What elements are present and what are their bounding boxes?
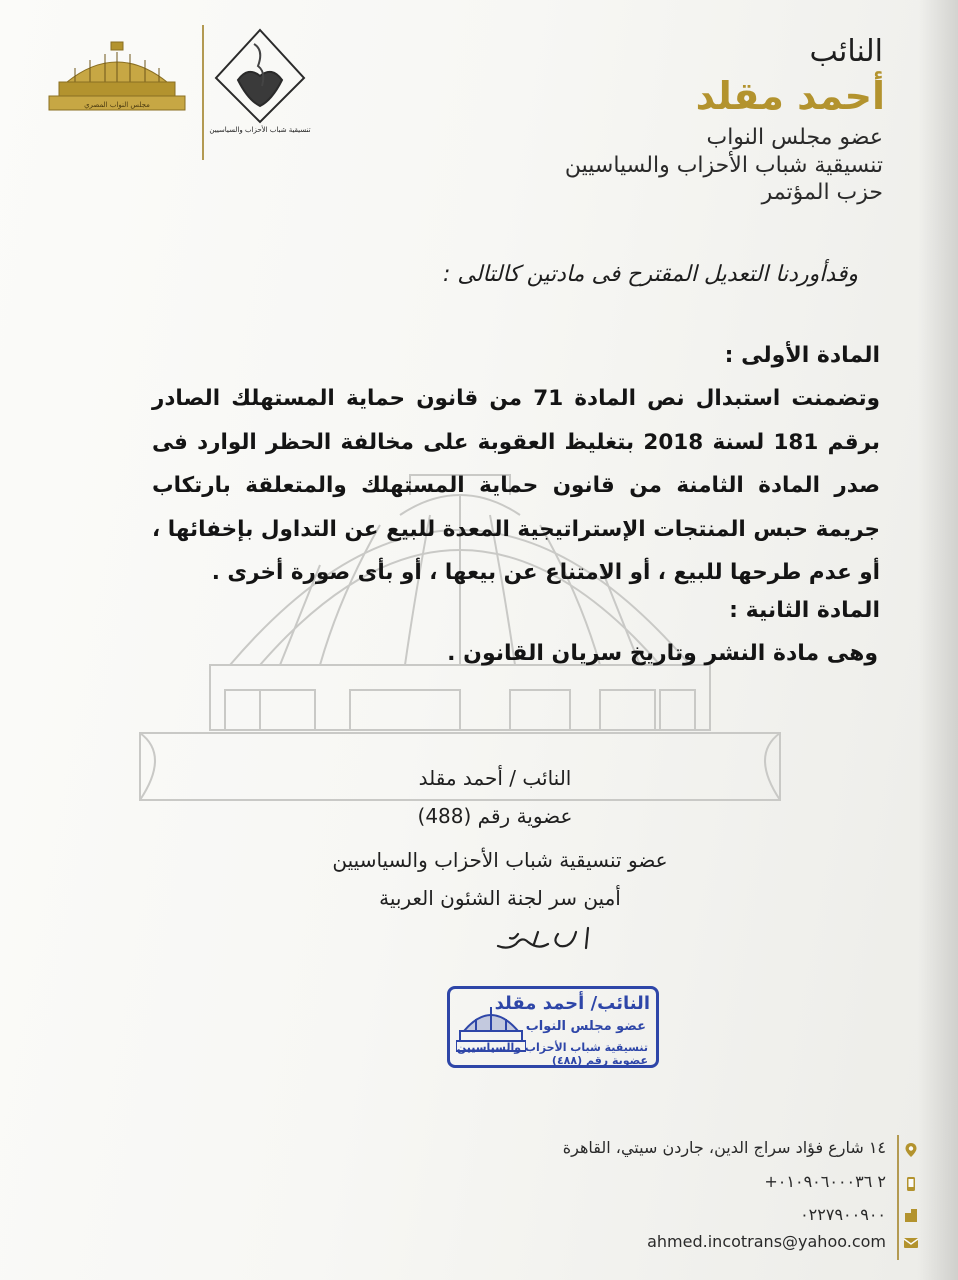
email-envelope-icon <box>903 1235 919 1251</box>
mp-name: أحمد مقلد <box>695 74 885 118</box>
logo-right-caption: تنسيقية شباب الأحزاب والسياسيين <box>209 126 311 134</box>
header-title: النائب <box>809 34 883 69</box>
signature-line-2: عضوية رقم (488) <box>417 804 573 828</box>
header-divider <box>202 25 204 160</box>
location-pin-icon <box>903 1142 919 1158</box>
article2-heading: المادة الثانية : <box>729 598 880 623</box>
footer-email[interactable]: ahmed.incotrans@yahoo.com <box>647 1232 886 1251</box>
footer-phone: ٠٢٢٧٩٠٠٩٠٠ <box>800 1205 886 1224</box>
article1-text: وتضمنت استبدال نص المادة 71 من قانون حماية المستهلك الصادر برقم 181 لسنة 2018 بتغليظ العقوبة على مخالفة الحظر الوارد فى صدر المادة الثامنة من قانون حماية المستهلك والمتعلقة بارتكاب جريمة حبس المنتجات الإستراتيجية المعدة للبيع عن التداول بإخفائها ، أو عدم طرحها للبيع ، أو الامتناع عن بيعها ، أو بأى صورة أخرى . <box>152 386 880 585</box>
intro-text: وقدأوردنا التعديل المقترح فى مادتين كالتالى : <box>443 262 858 287</box>
article1-heading: المادة الأولى : <box>724 343 880 368</box>
page-edge-shadow <box>918 0 958 1280</box>
mobile-phone-icon <box>903 1176 919 1192</box>
stamp-line-2: عضو مجلس النواب <box>525 1019 646 1034</box>
parliament-logo <box>45 40 190 115</box>
official-stamp <box>447 986 659 1068</box>
header-line-1: عضو مجلس النواب <box>706 125 883 150</box>
signature-line-3: عضو تنسيقية شباب الأحزاب والسياسيين <box>332 848 668 872</box>
header-line-3: حزب المؤتمر <box>761 180 883 205</box>
stamp-line-3: تنسيقية شباب الأحزاب والسياسيين عضوية رقم (٤٨٨) <box>456 1041 648 1067</box>
tansiqiya-logo <box>208 26 312 138</box>
footer-address: ١٤ شارع فؤاد سراج الدين، جاردن سيتي، القاهرة <box>562 1138 886 1157</box>
article2-text: وهى مادة النشر وتاريخ سريان القانون . <box>447 641 878 666</box>
signature-line-1: النائب / أحمد مقلد <box>418 766 572 790</box>
header-line-2: تنسيقية شباب الأحزاب والسياسيين <box>564 153 883 178</box>
signature-line-4: أمين سر لجنة الشئون العربية <box>379 886 621 910</box>
logo-left-caption: مجلس النواب المصري <box>84 101 150 109</box>
footer-divider <box>897 1135 899 1260</box>
footer-mobile: +٢ ٠١٠٩٠٦٠٠٠٣٦ <box>764 1172 886 1191</box>
stamp-line-1: النائب/ أحمد مقلد <box>494 993 650 1014</box>
office-building-icon <box>903 1207 919 1223</box>
handwritten-signature <box>488 920 598 960</box>
